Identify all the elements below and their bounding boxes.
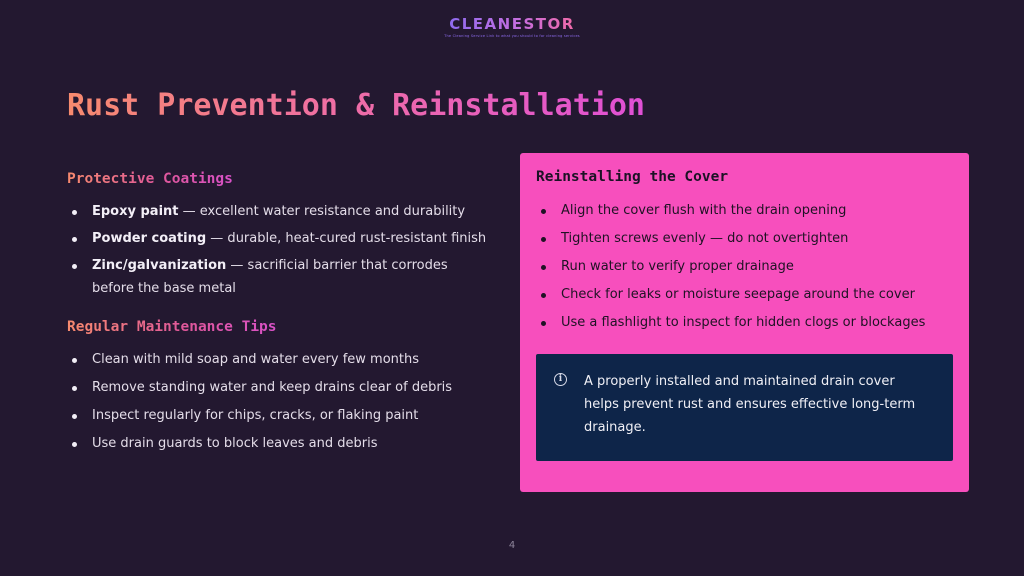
list-item: Use drain guards to block leaves and debris (67, 432, 487, 455)
item-description: — durable, heat-cured rust-resistant finish (206, 231, 487, 246)
item-term: Zinc/galvanization (92, 258, 227, 273)
left-column (67, 168, 487, 460)
list-item (67, 254, 487, 300)
maintenance-tips-heading: Regular Maintenance Tips (67, 319, 277, 335)
maintenance-tips-list (67, 348, 487, 455)
list-item: Tighten screws evenly — do not overtighten (536, 227, 953, 250)
list-item: Remove standing water and keep drains clear of debris (67, 376, 487, 399)
item-description: — excellent water resistance and durability (178, 204, 466, 219)
brand-logo (0, 14, 1024, 38)
list-item: Align the cover flush with the drain opening (536, 199, 953, 222)
slide-title: Rust Prevention & Reinstallation (67, 88, 645, 123)
list-item: Clean with mild soap and water every few months (67, 348, 487, 371)
info-icon: i (554, 373, 567, 386)
list-item: Run water to verify proper drainage (536, 255, 953, 278)
item-term: Epoxy paint (92, 204, 179, 219)
reinstall-heading: Reinstalling the Cover (536, 169, 729, 185)
logo-tagline: The Cleaning Service Link to what you should to for cleaning services (444, 34, 580, 38)
info-callout (536, 354, 953, 461)
item-description: — sacrificial barrier that corrodes before the base metal (92, 258, 448, 296)
list-item: Inspect regularly for chips, cracks, or flaking paint (67, 404, 487, 427)
protective-coatings-list (67, 200, 487, 300)
info-callout-text: A properly installed and maintained drain cover helps prevent rust and ensures effective long-term drainage. (584, 374, 916, 435)
item-term: Powder coating (92, 231, 207, 246)
list-item (67, 227, 487, 250)
logo-wordmark: CLEANESTOR (449, 15, 575, 33)
reinstall-steps-list (536, 199, 953, 334)
page-number: 4 (508, 540, 516, 551)
list-item: Check for leaks or moisture seepage around the cover (536, 283, 953, 306)
reinstall-card (520, 153, 969, 492)
list-item (67, 200, 487, 223)
list-item: Use a flashlight to inspect for hidden clogs or blockages (536, 311, 953, 334)
protective-coatings-heading: Protective Coatings (67, 171, 233, 187)
